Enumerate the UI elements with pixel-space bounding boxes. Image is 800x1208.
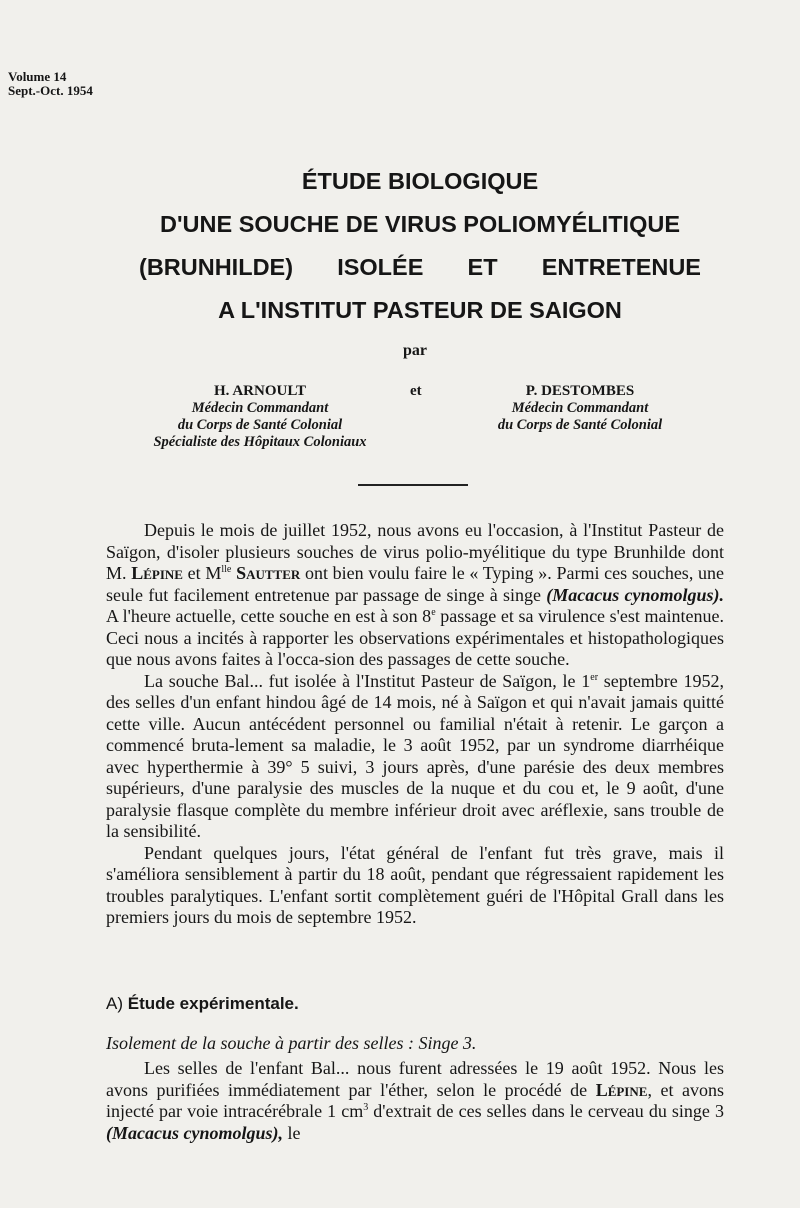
volume-number: Volume 14: [8, 69, 67, 84]
author-2-name: P. DESTOMBES: [525, 383, 635, 399]
superscript: 3: [363, 1102, 369, 1113]
article-body: [106, 520, 724, 929]
text-run: septembre 1952, des selles d'un enfant hindou âgé de 14 mois, né à Saïgon et qui n'avait jamais quitté cette ville. Aucun antécédent personnel ou familial n'était à retenir. Le garçon a commencé bruta-lement sa maladie, le 3 août 1952, par un syndrome diarrhéique avec hyperthermie à 39° 5 suivi, 3 jours après, d'une parésie des deux membres supérieurs, d'une paralysie des muscles de la nuque et du cou et, le 9 août, d'une paralysie flasque complète du membre inférieur droit avec aréflexie, sans trouble de la sensibilité.: [106, 670, 725, 841]
text-run: le: [283, 1122, 301, 1143]
author-1-role: Médecin Commandant: [191, 400, 329, 416]
text-run: La souche Bal... fut isolée à l'Institut Pasteur de Saïgon, le 1: [144, 670, 591, 691]
superscript: lle: [221, 564, 232, 575]
species-name: (Macacus cynomolgus),: [106, 1122, 283, 1143]
text-run: Les selles de l'enfant Bal... nous furent adressées le 19 août 1952. Nous les avons purifiées immédiatement par l'éther, selon le procédé de: [106, 1058, 724, 1100]
author-1-role: Spécialiste des Hôpitaux Coloniaux: [153, 434, 367, 450]
title-line-1: ÉTUDE BIOLOGIQUE: [301, 168, 539, 194]
superscript: er: [590, 671, 599, 683]
text-run: ont bien voulu faire le « Typing ». Parmi ces souches, une seule fut facilement entretenue par passage de singe à singe: [106, 563, 725, 605]
byline-par: par: [403, 342, 427, 359]
separator-rule: [358, 484, 468, 486]
author-name-sautter: Sautter: [236, 563, 301, 583]
title-line-3: [139, 246, 701, 289]
author-1: [120, 383, 400, 451]
paragraph-1: [106, 520, 724, 671]
byline-et: et: [410, 383, 422, 399]
section-label: Étude expérimentale.: [127, 994, 299, 1013]
author-2-role: du Corps de Santé Colonial: [497, 417, 663, 433]
species-name: (Macacus cynomolgus).: [546, 584, 724, 605]
volume-header: [8, 70, 93, 98]
title-line-2: D'UNE SOUCHE DE VIRUS POLIOMYÉLITIQUE: [159, 211, 681, 237]
author-name-lepine: Lépine: [595, 1079, 648, 1100]
author-2-role: Médecin Commandant: [511, 400, 649, 416]
paragraph-3: Pendant quelques jours, l'état général de l'enfant fut très grave, mais il s'améliora sensiblement à partir du 18 août, pendant que régressaient rapidement les troubles paralytiques. L'enfant sortit complètement guéri de l'Hôpital Grall dans les premiers jours du mois de septembre 1952.: [106, 842, 724, 927]
subsection-heading: Isolement de la souche à partir des selles : Singe 3.: [106, 1033, 477, 1053]
title-word: ISOLÉE: [337, 254, 424, 280]
title-word: ENTRETENUE: [541, 254, 701, 280]
title-word: (BRUNHILDE): [139, 254, 294, 280]
superscript: e: [431, 607, 436, 618]
text-run: d'extrait de ces selles dans le cerveau du singe 3: [368, 1101, 724, 1121]
article-title: [100, 160, 740, 332]
author-2: [460, 383, 700, 434]
author-1-name: H. ARNOULT: [214, 383, 306, 399]
author-1-role: du Corps de Santé Colonial: [177, 417, 343, 433]
text-run: A l'heure actuelle, cette souche en est à son 8: [106, 606, 432, 626]
paragraph-4: [106, 1058, 724, 1144]
section-heading: [106, 994, 299, 1014]
author-name-lepine: Lépine: [131, 563, 183, 583]
text-run: Depuis le mois de juillet 1952, nous avons eu l'occasion, à l'Institut Pasteur de Saïgon, d'isoler plusieurs souches de virus polio-myélitique du type Brunhilde dont M.: [106, 520, 724, 583]
issue-date: Sept.-Oct. 1954: [8, 83, 93, 98]
paragraph-2: [106, 671, 724, 843]
text-run: passage et sa virulence s'est maintenue. Ceci nous a incités à rapporter les observations expérimentales et histopathologiques que nous avons faites à l'occa-sion des passages de cette souche.: [106, 606, 724, 669]
title-word: ET: [467, 254, 498, 280]
section-prefix: A): [106, 994, 123, 1013]
article-body-continued: [106, 1058, 724, 1144]
text-run: , et avons injecté par voie intracérébrale 1 cm: [106, 1079, 724, 1121]
text-run: et M: [182, 563, 222, 583]
title-line-4: A L'INSTITUT PASTEUR DE SAIGON: [218, 297, 622, 323]
